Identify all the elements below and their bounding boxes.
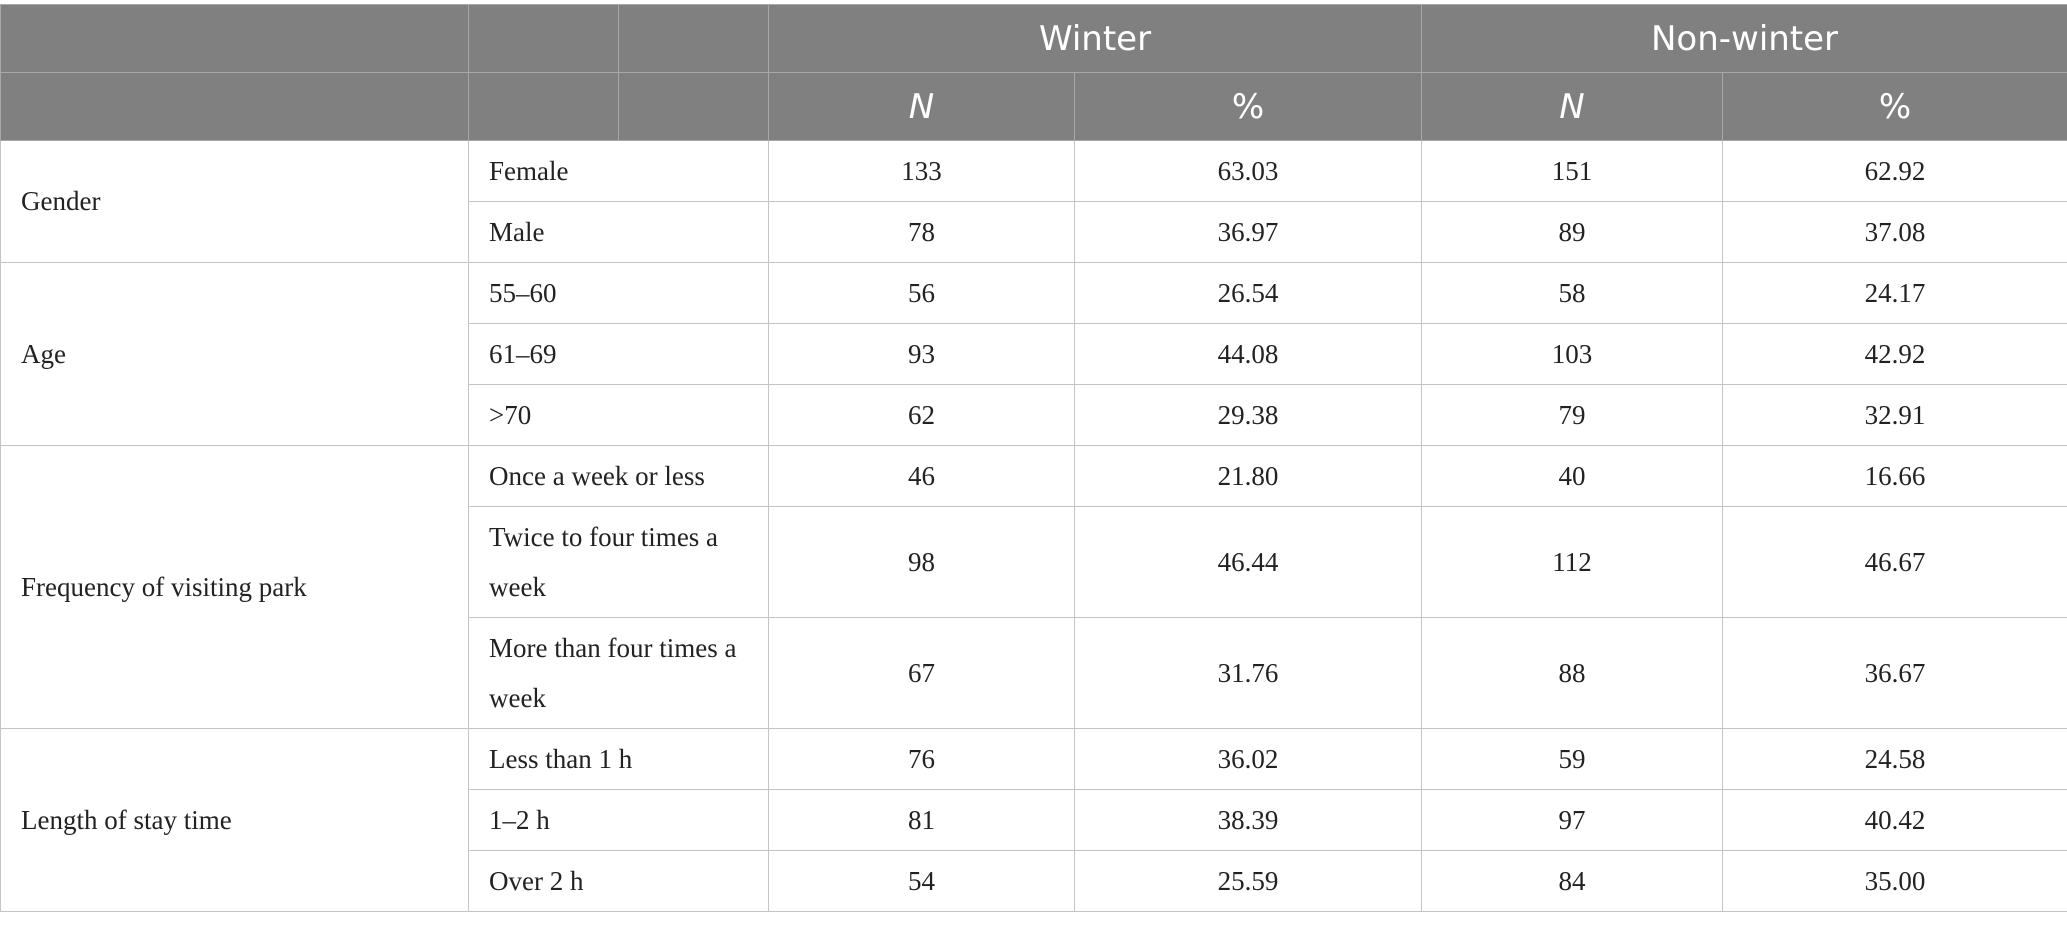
winter-percent-cell: 26.54	[1075, 263, 1422, 324]
group-label: Frequency of visiting park	[1, 446, 469, 729]
table-container	[0, 4, 2067, 912]
table-row	[1, 141, 2067, 202]
nonwinter-n-cell: 84	[1422, 851, 1723, 912]
winter-n-cell: 67	[769, 618, 1075, 729]
winter-percent-cell: 36.97	[1075, 202, 1422, 263]
winter-percent-cell: 21.80	[1075, 446, 1422, 507]
table-header	[1, 5, 2067, 141]
nonwinter-percent-cell: 24.17	[1723, 263, 2067, 324]
group-label: Length of stay time	[1, 729, 469, 912]
table-body	[1, 141, 2067, 912]
group-label: Gender	[1, 141, 469, 263]
nonwinter-percent-cell: 24.58	[1723, 729, 2067, 790]
header-blank-cell	[619, 5, 769, 73]
winter-percent-cell: 36.02	[1075, 729, 1422, 790]
nonwinter-n-cell: 97	[1422, 790, 1723, 851]
table-row	[1, 729, 2067, 790]
header-row-2	[1, 73, 2067, 141]
header-blank-cell	[1, 73, 469, 141]
category-label: 55–60	[469, 263, 769, 324]
nonwinter-n-cell: 103	[1422, 324, 1723, 385]
category-label: More than four times a week	[469, 618, 769, 729]
category-label: Over 2 h	[469, 851, 769, 912]
demographics-table	[0, 4, 2067, 912]
winter-n-cell: 133	[769, 141, 1075, 202]
winter-n-cell: 81	[769, 790, 1075, 851]
header-nonwinter-percent: %	[1723, 73, 2067, 141]
nonwinter-n-cell: 88	[1422, 618, 1723, 729]
winter-percent-cell: 31.76	[1075, 618, 1422, 729]
category-label: Less than 1 h	[469, 729, 769, 790]
winter-n-cell: 54	[769, 851, 1075, 912]
category-label: 61–69	[469, 324, 769, 385]
header-nonwinter-n: N	[1422, 73, 1723, 141]
category-label: >70	[469, 385, 769, 446]
nonwinter-n-cell: 40	[1422, 446, 1723, 507]
nonwinter-percent-cell: 36.67	[1723, 618, 2067, 729]
winter-n-cell: 93	[769, 324, 1075, 385]
nonwinter-percent-cell: 40.42	[1723, 790, 2067, 851]
winter-percent-cell: 29.38	[1075, 385, 1422, 446]
nonwinter-n-cell: 59	[1422, 729, 1723, 790]
winter-n-cell: 76	[769, 729, 1075, 790]
nonwinter-percent-cell: 35.00	[1723, 851, 2067, 912]
winter-n-cell: 78	[769, 202, 1075, 263]
category-label: Twice to four times a week	[469, 507, 769, 618]
winter-percent-cell: 38.39	[1075, 790, 1422, 851]
nonwinter-percent-cell: 62.92	[1723, 141, 2067, 202]
group-label: Age	[1, 263, 469, 446]
table-row	[1, 446, 2067, 507]
category-label: 1–2 h	[469, 790, 769, 851]
header-winter: Winter	[769, 5, 1422, 73]
winter-n-cell: 46	[769, 446, 1075, 507]
winter-n-cell: 98	[769, 507, 1075, 618]
nonwinter-percent-cell: 16.66	[1723, 446, 2067, 507]
nonwinter-n-cell: 112	[1422, 507, 1723, 618]
nonwinter-percent-cell: 37.08	[1723, 202, 2067, 263]
nonwinter-percent-cell: 32.91	[1723, 385, 2067, 446]
nonwinter-percent-cell: 46.67	[1723, 507, 2067, 618]
header-winter-n: N	[769, 73, 1075, 141]
category-label: Male	[469, 202, 769, 263]
header-blank-cell	[469, 73, 619, 141]
winter-percent-cell: 46.44	[1075, 507, 1422, 618]
winter-percent-cell: 44.08	[1075, 324, 1422, 385]
category-label: Female	[469, 141, 769, 202]
table-row	[1, 263, 2067, 324]
nonwinter-n-cell: 58	[1422, 263, 1723, 324]
nonwinter-percent-cell: 42.92	[1723, 324, 2067, 385]
header-nonwinter: Non-winter	[1422, 5, 2067, 73]
winter-percent-cell: 63.03	[1075, 141, 1422, 202]
header-blank-cell	[619, 73, 769, 141]
header-row-1	[1, 5, 2067, 73]
nonwinter-n-cell: 89	[1422, 202, 1723, 263]
header-winter-percent: %	[1075, 73, 1422, 141]
winter-n-cell: 56	[769, 263, 1075, 324]
nonwinter-n-cell: 151	[1422, 141, 1723, 202]
winter-n-cell: 62	[769, 385, 1075, 446]
nonwinter-n-cell: 79	[1422, 385, 1723, 446]
header-blank-cell	[469, 5, 619, 73]
header-blank-cell	[1, 5, 469, 73]
category-label: Once a week or less	[469, 446, 769, 507]
winter-percent-cell: 25.59	[1075, 851, 1422, 912]
